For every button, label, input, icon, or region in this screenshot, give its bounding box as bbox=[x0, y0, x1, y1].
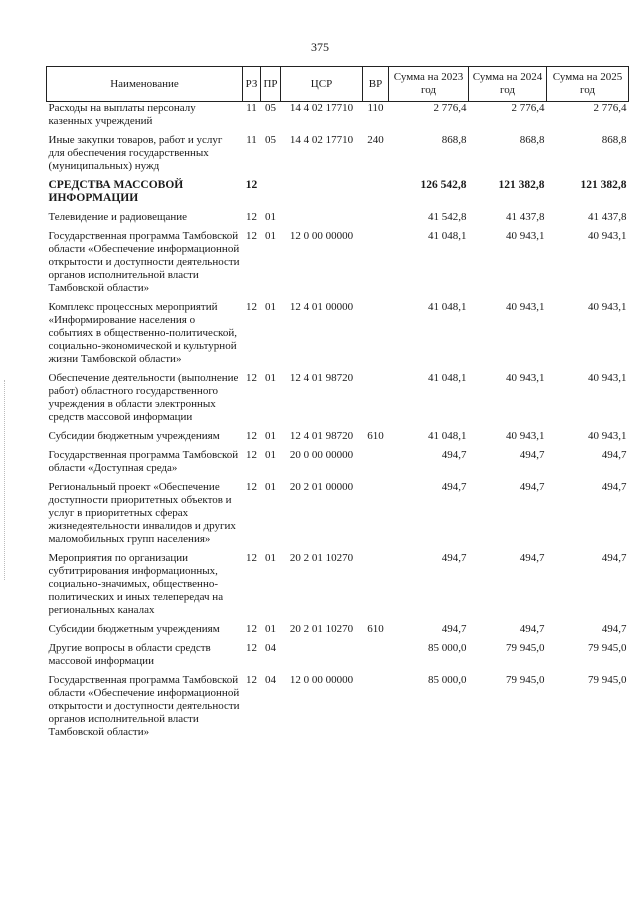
row-sum-2025: 79 945,0 bbox=[588, 642, 627, 654]
row-pr: 01 bbox=[265, 430, 276, 442]
scan-margin-marks bbox=[4, 380, 6, 580]
row-rz: 12 bbox=[246, 211, 257, 223]
row-rz: 11 bbox=[246, 134, 257, 146]
row-vr bbox=[363, 301, 389, 372]
header-pr: ПР bbox=[261, 67, 281, 102]
row-sum-2024: 40 943,1 bbox=[506, 301, 545, 313]
table-header-row bbox=[47, 67, 629, 102]
row-sum-2024: 40 943,1 bbox=[506, 230, 545, 242]
row-pr: 01 bbox=[265, 301, 276, 313]
row-csr: 12 4 01 98720 bbox=[289, 372, 354, 384]
row-pr: 01 bbox=[265, 211, 276, 223]
table-row bbox=[47, 552, 629, 623]
row-name: Государственная программа Тамбовской области «Доступная среда» bbox=[48, 449, 239, 474]
row-csr: 12 4 01 00000 bbox=[289, 301, 354, 313]
row-csr: 12 0 00 00000 bbox=[289, 230, 354, 242]
row-pr bbox=[261, 179, 281, 211]
row-rz: 12 bbox=[246, 552, 257, 564]
table-row bbox=[47, 102, 629, 135]
row-name: Государственная программа Тамбовской области «Обеспечение информационной открытости и доступности деятельности органов исполнительной власти Тамбовской области» bbox=[48, 674, 240, 738]
row-sum-2024: 494,7 bbox=[519, 449, 545, 461]
row-name: Субсидии бюджетным учреждениям bbox=[48, 430, 220, 442]
table-row bbox=[47, 449, 629, 481]
row-sum-2024: 494,7 bbox=[519, 481, 545, 493]
row-sum-2025: 79 945,0 bbox=[588, 674, 627, 686]
row-pr: 01 bbox=[265, 552, 276, 564]
row-vr bbox=[363, 481, 389, 552]
row-sum-2023: 494,7 bbox=[441, 481, 467, 493]
row-sum-2025: 40 943,1 bbox=[588, 230, 627, 242]
row-csr: 14 4 02 17710 bbox=[289, 102, 354, 114]
row-name: СРЕДСТВА МАССОВОЙ ИНФОРМАЦИИ bbox=[48, 179, 184, 204]
row-pr: 01 bbox=[265, 481, 276, 493]
row-rz: 12 bbox=[246, 481, 257, 493]
row-sum-2024: 2 776,4 bbox=[511, 102, 545, 114]
row-sum-2024: 79 945,0 bbox=[506, 674, 545, 686]
row-pr: 01 bbox=[265, 372, 276, 384]
row-csr: 20 0 00 00000 bbox=[289, 449, 354, 461]
row-vr: 240 bbox=[367, 134, 384, 146]
row-sum-2025: 2 776,4 bbox=[593, 102, 627, 114]
row-sum-2025: 868,8 bbox=[601, 134, 627, 146]
row-sum-2025: 40 943,1 bbox=[588, 301, 627, 313]
header-csr: ЦСР bbox=[281, 67, 363, 102]
row-sum-2024: 494,7 bbox=[519, 552, 545, 564]
row-pr: 01 bbox=[265, 623, 276, 635]
table-row bbox=[47, 642, 629, 674]
row-sum-2025: 40 943,1 bbox=[588, 430, 627, 442]
table-row bbox=[47, 430, 629, 449]
row-sum-2023: 494,7 bbox=[441, 552, 467, 564]
row-vr bbox=[363, 211, 389, 230]
row-sum-2024: 494,7 bbox=[519, 623, 545, 635]
row-csr bbox=[281, 211, 363, 230]
row-csr: 20 2 01 00000 bbox=[289, 481, 354, 493]
row-sum-2023: 85 000,0 bbox=[428, 642, 467, 654]
row-sum-2024: 868,8 bbox=[519, 134, 545, 146]
row-pr: 04 bbox=[265, 642, 276, 654]
row-rz: 12 bbox=[246, 430, 257, 442]
row-sum-2023: 2 776,4 bbox=[433, 102, 467, 114]
row-csr: 12 4 01 98720 bbox=[289, 430, 354, 442]
header-sum-2023: Сумма на 2023 год bbox=[389, 67, 469, 102]
header-rz: РЗ bbox=[243, 67, 261, 102]
row-name: Телевидение и радиовещание bbox=[48, 211, 188, 223]
row-rz: 12 bbox=[246, 623, 257, 635]
row-vr: 610 bbox=[367, 623, 384, 635]
row-rz: 12 bbox=[246, 372, 257, 384]
row-rz: 12 bbox=[246, 449, 257, 461]
row-sum-2023: 494,7 bbox=[441, 449, 467, 461]
row-sum-2023: 85 000,0 bbox=[428, 674, 467, 686]
row-vr bbox=[363, 552, 389, 623]
budget-table bbox=[46, 66, 629, 745]
row-pr: 05 bbox=[265, 134, 276, 146]
row-vr bbox=[363, 179, 389, 211]
row-csr bbox=[281, 642, 363, 674]
row-rz: 12 bbox=[246, 230, 257, 242]
row-vr bbox=[363, 674, 389, 745]
row-name: Расходы на выплаты персоналу казенных учреждений bbox=[48, 102, 196, 127]
row-sum-2025: 494,7 bbox=[601, 623, 627, 635]
row-sum-2023: 41 048,1 bbox=[428, 372, 467, 384]
header-sum-2025: Сумма на 2025 год bbox=[547, 67, 629, 102]
table-row bbox=[47, 230, 629, 301]
page-number: 375 bbox=[311, 40, 329, 54]
row-sum-2025: 41 437,8 bbox=[588, 211, 627, 223]
table-row bbox=[47, 134, 629, 179]
row-name: Государственная программа Тамбовской области «Обеспечение информационной открытости и доступности деятельности органов исполнительной власти Тамбовской области» bbox=[48, 230, 240, 294]
row-rz: 12 bbox=[246, 301, 257, 313]
table-row bbox=[47, 179, 629, 211]
row-rz: 12 bbox=[245, 179, 258, 191]
row-name: Комплекс процессных мероприятий «Информирование населения о событиях в общественно-политической, социально-экономической и культурной жизни Тамбовской области» bbox=[48, 301, 237, 365]
row-name: Субсидии бюджетным учреждениям bbox=[48, 623, 220, 635]
row-sum-2024: 121 382,8 bbox=[498, 179, 545, 191]
table-row bbox=[47, 674, 629, 745]
row-name: Иные закупки товаров, работ и услуг для обеспечения государственных (муниципальных) нужд bbox=[48, 134, 223, 172]
row-sum-2025: 494,7 bbox=[601, 481, 627, 493]
row-csr: 20 2 01 10270 bbox=[289, 623, 354, 635]
row-sum-2025: 121 382,8 bbox=[580, 179, 627, 191]
row-rz: 11 bbox=[246, 102, 257, 114]
row-name: Региональный проект «Обеспечение доступности приоритетных объектов и услуг в приоритетных сферах жизнедеятельности инвалидов и других маломобильных групп населения» bbox=[48, 481, 236, 545]
row-pr: 04 bbox=[265, 674, 276, 686]
table-row bbox=[47, 301, 629, 372]
row-sum-2023: 41 048,1 bbox=[428, 301, 467, 313]
row-vr bbox=[363, 372, 389, 430]
table-row bbox=[47, 211, 629, 230]
row-pr: 05 bbox=[265, 102, 276, 114]
row-sum-2024: 41 437,8 bbox=[506, 211, 545, 223]
row-sum-2024: 40 943,1 bbox=[506, 372, 545, 384]
row-vr: 610 bbox=[367, 430, 384, 442]
row-sum-2023: 41 542,8 bbox=[428, 211, 467, 223]
row-pr: 01 bbox=[265, 449, 276, 461]
row-sum-2025: 40 943,1 bbox=[588, 372, 627, 384]
row-csr: 12 0 00 00000 bbox=[289, 674, 354, 686]
row-csr: 14 4 02 17710 bbox=[289, 134, 354, 146]
row-sum-2023: 868,8 bbox=[441, 134, 467, 146]
row-name: Другие вопросы в области средств массовой информации bbox=[48, 642, 211, 667]
row-csr: 20 2 01 10270 bbox=[289, 552, 354, 564]
table-row bbox=[47, 481, 629, 552]
row-sum-2023: 41 048,1 bbox=[428, 230, 467, 242]
header-sum-2024: Сумма на 2024 год bbox=[469, 67, 547, 102]
row-vr: 110 bbox=[367, 102, 384, 114]
table-row bbox=[47, 372, 629, 430]
row-name: Обеспечение деятельности (выполнение работ) областного государственного учреждения в области электронных средств массовой информации bbox=[48, 372, 239, 423]
row-rz: 12 bbox=[246, 642, 257, 654]
row-csr bbox=[281, 179, 363, 211]
table-row bbox=[47, 623, 629, 642]
row-sum-2024: 40 943,1 bbox=[506, 430, 545, 442]
row-sum-2023: 494,7 bbox=[441, 623, 467, 635]
row-sum-2023: 41 048,1 bbox=[428, 430, 467, 442]
row-vr bbox=[363, 642, 389, 674]
header-name: Наименование bbox=[47, 67, 243, 102]
row-vr bbox=[363, 449, 389, 481]
row-sum-2024: 79 945,0 bbox=[506, 642, 545, 654]
row-name: Мероприятия по организации субтитрирования информационных, социально-значимых, общественно-политических и иных телепередач на региональных каналах bbox=[48, 552, 224, 616]
row-sum-2025: 494,7 bbox=[601, 552, 627, 564]
table-body bbox=[47, 102, 629, 746]
row-vr bbox=[363, 230, 389, 301]
row-rz: 12 bbox=[246, 674, 257, 686]
row-pr: 01 bbox=[265, 230, 276, 242]
row-sum-2023: 126 542,8 bbox=[420, 179, 467, 191]
row-sum-2025: 494,7 bbox=[601, 449, 627, 461]
header-vr: ВР bbox=[363, 67, 389, 102]
